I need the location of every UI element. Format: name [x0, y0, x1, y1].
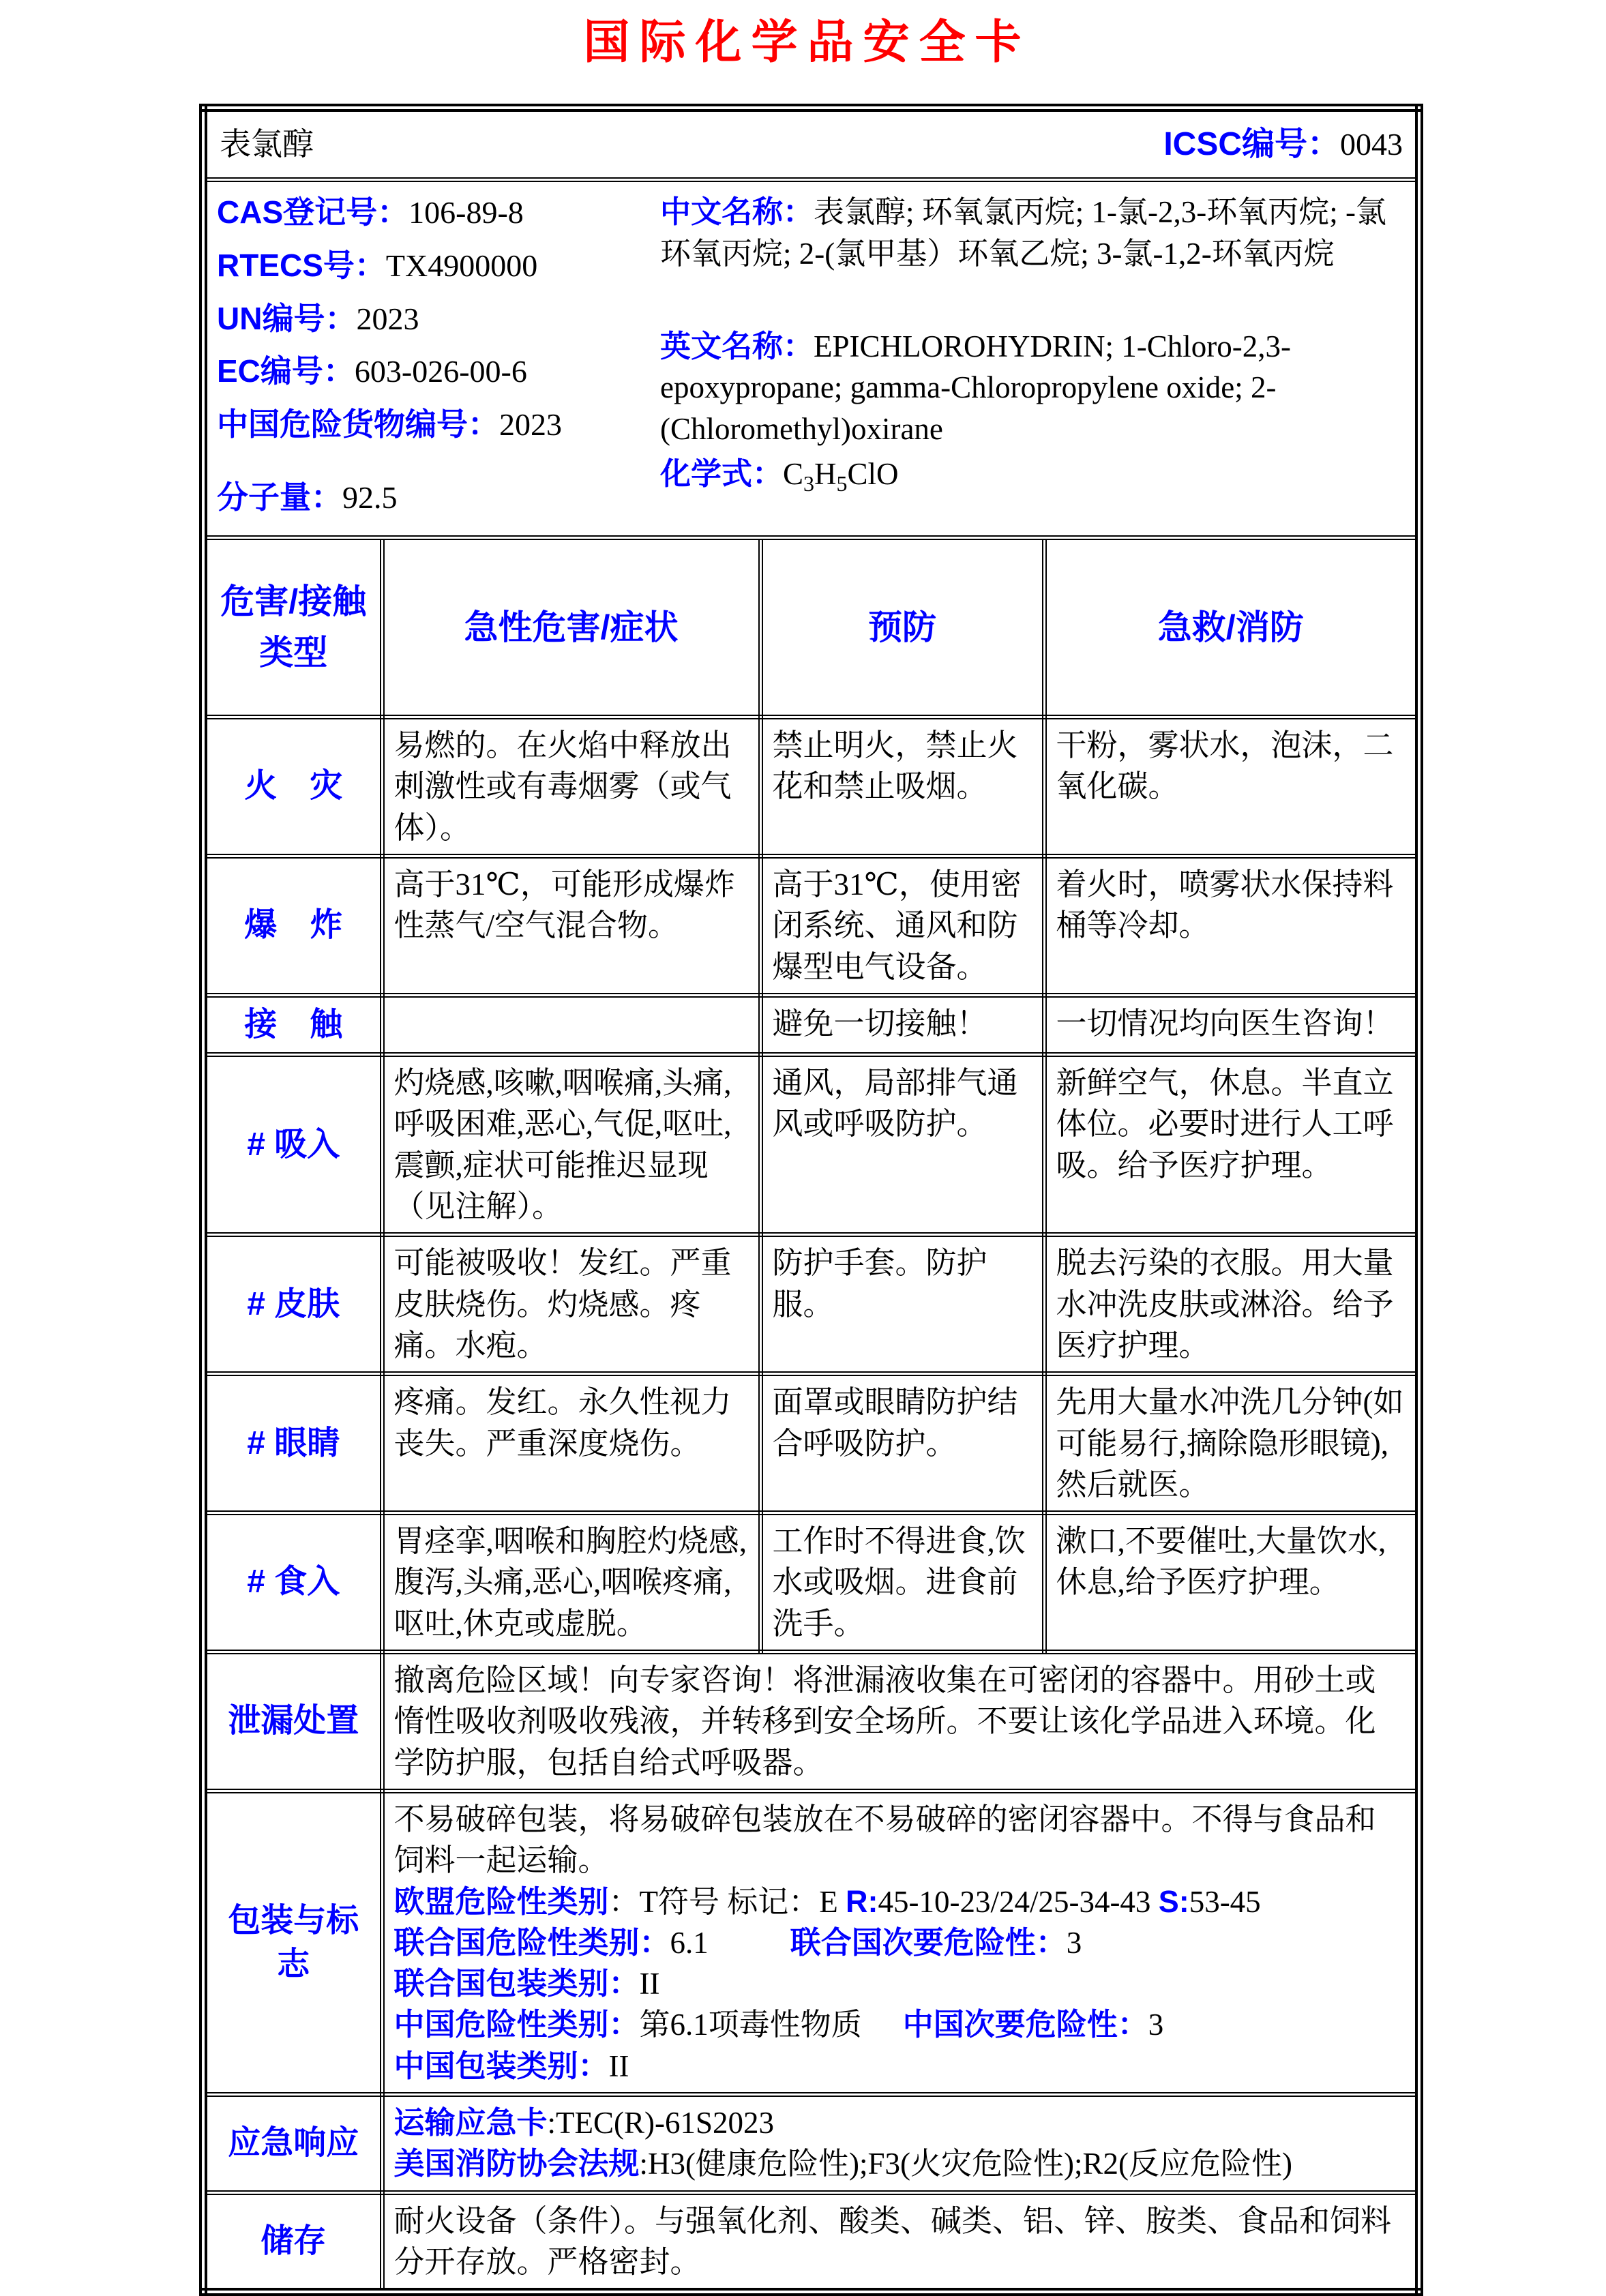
rtecs-number: RTECS号：TX4900000	[217, 247, 538, 283]
header-acute-hazards: 急性危害/症状	[382, 538, 760, 717]
exposure-symptoms	[382, 995, 760, 1054]
row-inhalation-label: # 吸入	[203, 1055, 382, 1235]
row-packaging	[203, 1791, 1419, 2094]
row-skin-label: # 皮肤	[203, 1235, 382, 1374]
emergency-nfpa: 美国消防协会法规:H3(健康危险性);F3(火灾危险性);R2(反应危险性)	[393, 2146, 1292, 2181]
packaging-transport-note: 不易破碎包装，将易破碎包装放在不易破碎的密闭容器中。不得与食品和饲料一起运输。	[393, 1802, 1376, 1878]
eyes-symptoms: 疼痛。发红。永久性视力丧失。严重深度烧伤。	[382, 1374, 760, 1513]
row-spill-label: 泄漏处置	[203, 1652, 382, 1791]
skin-symptoms: 可能被吸收！发红。严重皮肤烧伤。灼烧感。疼痛。水疱。	[382, 1235, 760, 1374]
row-explosion-label: 爆 炸	[203, 856, 382, 995]
row-fire-label: 火 灾	[203, 717, 382, 856]
row-eyes	[203, 1374, 1419, 1513]
row-spill	[203, 1652, 1419, 1791]
emergency-transport-card: 运输应急卡:TEC(R)-61S2023	[393, 2104, 775, 2140]
icsc-table	[199, 104, 1423, 2296]
ingestion-firstaid: 漱口,不要催吐,大量饮水,休息,给予医疗护理。	[1044, 1513, 1419, 1652]
row-inhalation	[203, 1055, 1419, 1235]
exposure-prevention: 避免一切接触！	[760, 995, 1044, 1054]
row-emergency	[203, 2094, 1419, 2192]
packaging-content	[382, 1791, 1419, 2094]
ingestion-symptoms: 胃痉挛,咽喉和胸腔灼烧感,腹泻,头痛,恶心,咽喉疼痛,呕吐,休克或虚脱。	[382, 1513, 760, 1652]
row-explosion	[203, 856, 1419, 995]
skin-prevention: 防护手套。防护服。	[760, 1235, 1044, 1374]
identification-row	[203, 180, 1419, 538]
hazard-table-header	[203, 538, 1419, 717]
explosion-firstaid: 着火时，喷雾状水保持料桶等冷却。	[1044, 856, 1419, 995]
row-fire	[203, 717, 1419, 856]
spill-text: 撤离危险区域！向专家咨询！将泄漏液收集在可密闭的容器中。用砂土或惰性吸收剂吸收残液，并转移到安全场所。不要让该化学品进入环境。化学防护服，包括自给式呼吸器。	[382, 1652, 1419, 1791]
molecular-weight: 分子量：92.5	[217, 479, 398, 516]
row-storage-label: 储存	[203, 2192, 382, 2292]
fire-symptoms: 易燃的。在火焰中释放出刺激性或有毒烟雾（或气体）。	[382, 717, 760, 856]
row-ingestion	[203, 1513, 1419, 1652]
header-firstaid: 急救/消防	[1044, 538, 1419, 717]
exposure-firstaid: 一切情况均向医生咨询！	[1044, 995, 1419, 1054]
fire-prevention: 禁止明火，禁止火花和禁止吸烟。	[760, 717, 1044, 856]
eyes-firstaid: 先用大量水冲洗几分钟(如可能易行,摘除隐形眼镜),然后就医。	[1044, 1374, 1419, 1513]
inhalation-firstaid: 新鲜空气，休息。半直立体位。必要时进行人工呼吸。给予医疗护理。	[1044, 1055, 1419, 1235]
inhalation-symptoms: 灼烧感,咳嗽,咽喉痛,头痛,呼吸困难,恶心,气促,呕吐,震颤,症状可能推迟显现（见注解）。	[382, 1055, 760, 1235]
row-exposure	[203, 995, 1419, 1054]
identification-numbers	[217, 188, 660, 530]
row-packaging-label: 包装与标志	[203, 1791, 382, 2094]
icsc-number-group	[1163, 123, 1403, 166]
identification-names	[660, 188, 1406, 530]
fire-firstaid: 干粉，雾状水，泡沫，二氧化碳。	[1044, 717, 1419, 856]
row-storage	[203, 2192, 1419, 2292]
explosion-prevention: 高于31℃，使用密闭系统、通风和防爆型电气设备。	[760, 856, 1044, 995]
ingestion-prevention: 工作时不得进食,饮水或吸烟。进食前洗手。	[760, 1513, 1044, 1652]
name-row	[203, 108, 1419, 180]
row-eyes-label: # 眼睛	[203, 1374, 382, 1513]
header-hazard-type: 危害/接触 类型	[203, 538, 382, 717]
row-ingestion-label: # 食入	[203, 1513, 382, 1652]
packaging-eu-line: 欧盟危险性类别：T符号 标记：E R:45-10-23/24/25-34-43 S:53-45	[393, 1883, 1261, 1919]
packaging-un-line: 联合国危险性类别：6.1 联合国次要危险性：3	[393, 1924, 1082, 1960]
row-exposure-label: 接 触	[203, 995, 382, 1054]
un-number: UN编号：2023	[217, 300, 419, 336]
emergency-content	[382, 2094, 1419, 2192]
inhalation-prevention: 通风，局部排气通风或呼吸防护。	[760, 1055, 1044, 1235]
icsc-card	[199, 104, 1415, 2296]
icsc-number-label: ICSC编号：	[1163, 126, 1340, 162]
english-name-line: 英文名称：EPICHLOROHYDRIN; 1-Chloro-2,3-epoxypropane; gamma-Chloropropylene oxide; 2-(Chloromethyl)oxirane	[660, 328, 1291, 446]
cas-number: CAS登记号：106-89-8	[217, 194, 524, 230]
icsc-number-value: 0043	[1340, 127, 1403, 162]
header-prevention: 预防	[760, 538, 1044, 717]
row-skin	[203, 1235, 1419, 1374]
page-title: 国际化学品安全卡	[583, 16, 1031, 68]
chemical-formula-line: 化学式：$C_3H_5ClO$	[660, 456, 899, 496]
chemical-name: 表氯醇	[220, 127, 314, 162]
skin-firstaid: 脱去污染的衣服。用大量水冲洗皮肤或淋浴。给予医疗护理。	[1044, 1235, 1419, 1374]
packaging-cn-line: 中国危险性类别：第6.1项毒性物质 中国次要危险性：3	[393, 2007, 1164, 2042]
chinese-name-line: 中文名称：表氯醇; 环氧氯丙烷; 1-氯-2,3-环氧丙烷; -氯环氧丙烷; 2-(氯甲基）环氧乙烷; 3-氯-1,2-环氧丙烷	[660, 194, 1386, 271]
china-dg-number: 中国危险货物编号：2023	[217, 406, 562, 442]
row-emergency-label: 应急响应	[203, 2094, 382, 2192]
ec-number: EC编号：603-026-00-6	[217, 353, 527, 389]
packaging-un-pack-line: 联合国包装类别：II	[393, 1966, 660, 2001]
storage-text: 耐火设备（条件）。与强氧化剂、酸类、碱类、铝、锌、胺类、食品和饲料分开存放。严格密封。	[382, 2192, 1419, 2292]
explosion-symptoms: 高于31℃，可能形成爆炸性蒸气/空气混合物。	[382, 856, 760, 995]
eyes-prevention: 面罩或眼睛防护结合呼吸防护。	[760, 1374, 1044, 1513]
packaging-cn-pack-line: 中国包装类别：II	[393, 2048, 629, 2083]
